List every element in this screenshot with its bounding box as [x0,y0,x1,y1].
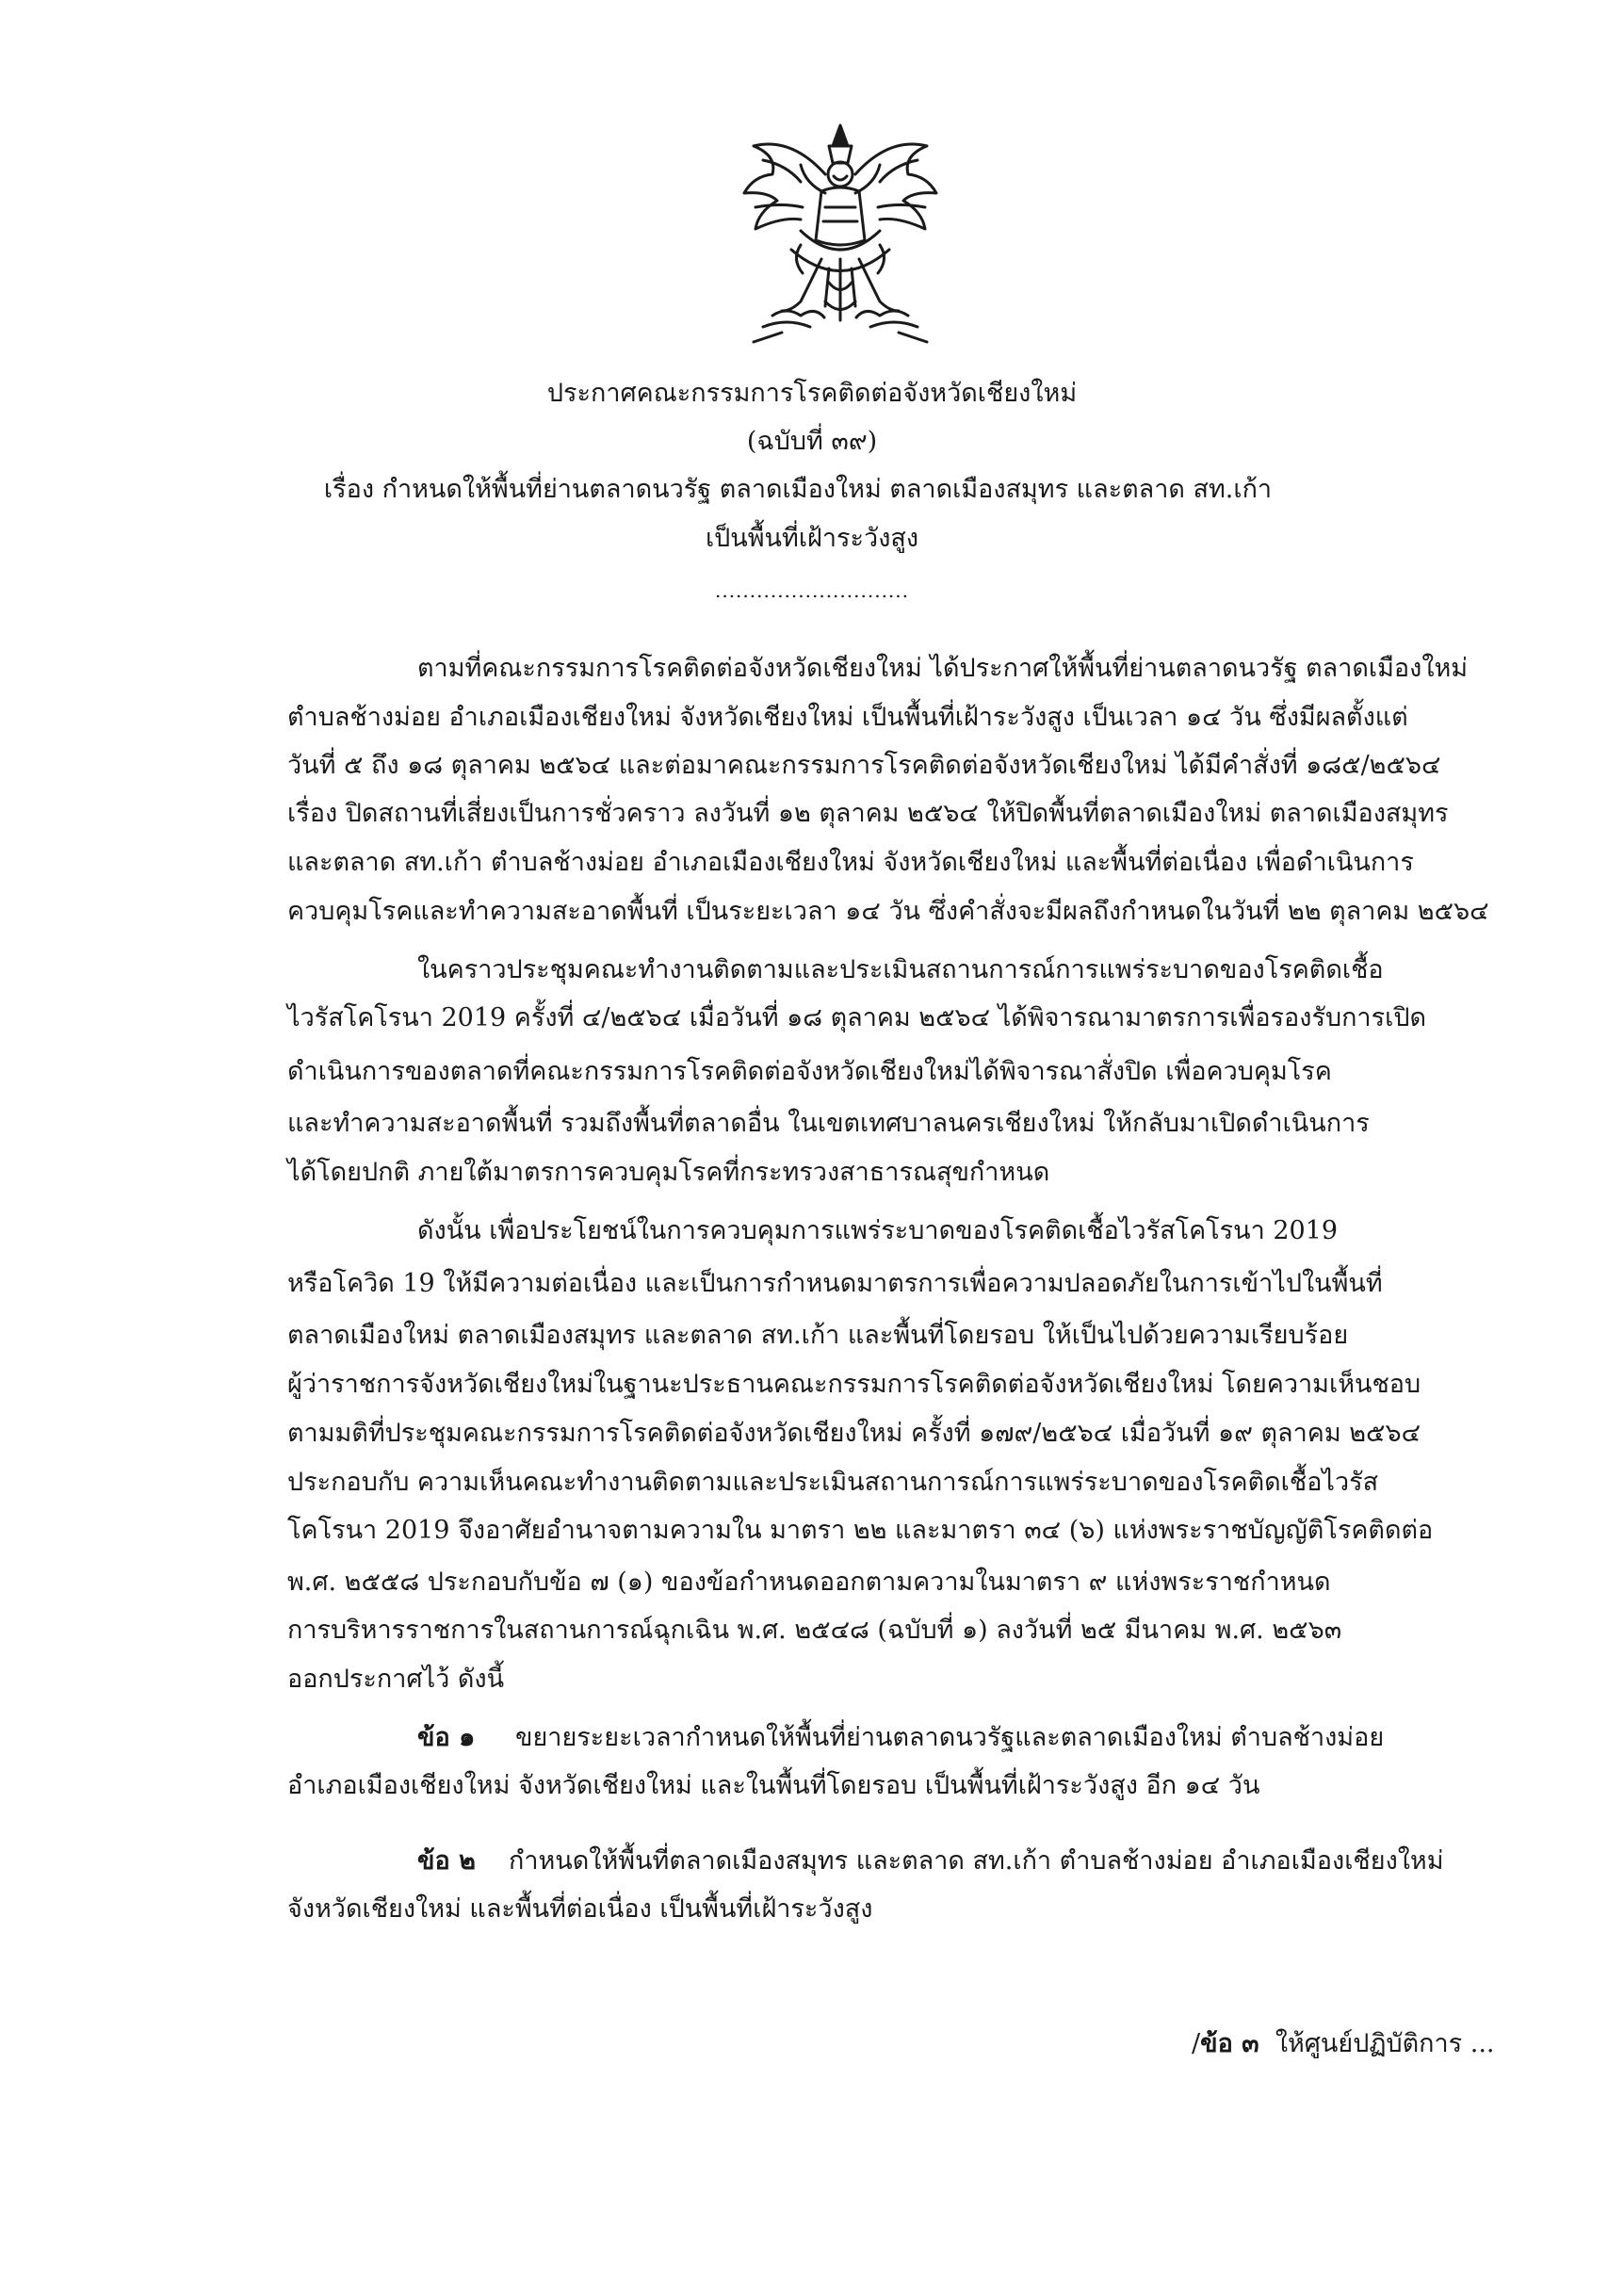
garuda-emblem-icon [735,118,947,353]
next-page-slash: / [1192,2029,1201,2058]
clause-2-label: ข้อ ๒ [417,1846,476,1876]
announcement-subject-line-2: เป็นพื้นที่เฝ้าระวังสูง [705,524,919,553]
clause-1-line-1: ขยายระยะเวลากำหนดให้พื้นที่ย่านตลาดนวรัฐและตลาดเมืองใหม่ ตำบลช้างม่อย [515,1723,1385,1752]
text-line: ไวรัสโคโรนา 2019 ครั้งที่ ๔/๒๕๖๔ เมื่อวันที่ ๑๘ ตุลาคม ๒๕๖๔ ได้พิจารณามาตรการเพื่อรองรับการเปิด [287,1003,1427,1032]
text-line: และตลาด สท.เก้า ตำบลช้างม่อย อำเภอเมืองเชียงใหม่ จังหวัดเชียงใหม่ และพื้นที่ต่อเนื่อง เพื่อดำเนินการ [287,848,1414,877]
announcement-title: ประกาศคณะกรรมการโรคติดต่อจังหวัดเชียงใหม่ [546,379,1078,408]
text-line: การบริหารราชการในสถานการณ์ฉุกเฉิน พ.ศ. ๒๕๔๘ (ฉบับที่ ๑) ลงวันที่ ๒๕ มีนาคม พ.ศ. ๒๕๖๓ [287,1616,1342,1645]
text-line: ประกอบกับ ความเห็นคณะทำงานติดตามและประเมินสถานการณ์การแพร่ระบาดของโรคติดเชื้อไวรัส [287,1468,1379,1497]
next-page-text: ให้ศูนย์ปฏิบัติการ ... [1275,2029,1495,2058]
text-line: ผู้ว่าราชการจังหวัดเชียงใหม่ในฐานะประธานคณะกรรมการโรคติดต่อจังหวัดเชียงใหม่ โดยความเห็นชอบ [287,1370,1421,1399]
announcement-subject-line-1: เรื่อง กำหนดให้พื้นที่ย่านตลาดนวรัฐ ตลาดเมืองใหม่ ตลาดเมืองสมุทร และตลาด สท.เก้า [323,475,1273,504]
text-line: ควบคุมโรคและทำความสะอาดพื้นที่ เป็นระยะเวลา ๑๔ วัน ซึ่งคำสั่งจะมีผลถึงกำหนดในวันที่ ๒๒ ตุลาคม ๒๕๖๔ [287,897,1489,926]
text-line: วันที่ ๕ ถึง ๑๘ ตุลาคม ๒๕๖๔ และต่อมาคณะกรรมการโรคติดต่อจังหวัดเชียงใหม่ ได้มีคำสั่งที่ ๑๘๕/๒๕๖๔ [287,751,1441,780]
next-page-reference [1192,2027,1495,2061]
clause-2-line-2: จังหวัดเชียงใหม่ และพื้นที่ต่อเนื่อง เป็นพื้นที่เฝ้าระวังสูง [287,1894,873,1924]
text-line: ตามมติที่ประชุมคณะกรรมการโรคติดต่อจังหวัดเชียงใหม่ ครั้งที่ ๑๗๙/๒๕๖๔ เมื่อวันที่ ๑๙ ตุลาคม ๒๕๖๔ [287,1419,1421,1448]
text-line: ออกประกาศไว้ ดังนี้ [287,1665,505,1694]
text-line: ได้โดยปกติ ภายใต้มาตรการควบคุมโรคที่กระทรวงสาธารณสุขกำหนด [287,1158,1050,1187]
header-separator: ............................ [714,579,909,602]
clause-1-label: ข้อ ๑ [417,1723,476,1752]
text-line: ดังนั้น เพื่อประโยชน์ในการควบคุมการแพร่ระบาดของโรคติดเชื้อไวรัสโคโรนา 2019 [417,1216,1339,1245]
text-line: โคโรนา 2019 จึงอาศัยอำนาจตามความใน มาตรา ๒๒ และมาตรา ๓๔ (๖) แห่งพระราชบัญญัติโรคติดต่อ [287,1516,1434,1545]
clause-2-line-1: กำหนดให้พื้นที่ตลาดเมืองสมุทร และตลาด สท.เก้า ตำบลช้างม่อย อำเภอเมืองเชียงใหม่ [509,1846,1444,1876]
text-line: หรือโควิด 19 ให้มีความต่อเนื่อง และเป็นการกำหนดมาตรการเพื่อความปลอดภัยในการเข้าไปในพื้นที่ [287,1269,1383,1298]
text-line: ตำบลช้างม่อย อำเภอเมืองเชียงใหม่ จังหวัดเชียงใหม่ เป็นพื้นที่เฝ้าระวังสูง เป็นเวลา ๑๔ วัน ซึ่งมีผลตั้งแต่ [287,703,1408,732]
text-line: ดำเนินการของตลาดที่คณะกรรมการโรคติดต่อจังหวัดเชียงใหม่ได้พิจารณาสั่งปิด เพื่อควบคุมโรค [287,1057,1332,1086]
next-page-clause-label: ข้อ ๓ [1200,2029,1259,2058]
text-line: ในคราวประชุมคณะทำงานติดตามและประเมินสถานการณ์การแพร่ระบาดของโรคติดเชื้อ [417,955,1384,984]
text-line: ตลาดเมืองใหม่ ตลาดเมืองสมุทร และตลาด สท.เก้า และพื้นที่โดยรอบ ให้เป็นไปด้วยความเรียบร้อย [287,1321,1349,1350]
text-line: เรื่อง ปิดสถานที่เสี่ยงเป็นการชั่วคราว ลงวันที่ ๑๒ ตุลาคม ๒๕๖๔ ให้ปิดพื้นที่ตลาดเมืองใหม่ ตลาดเมืองสมุทร [287,799,1449,828]
announcement-issue: (ฉบับที่ ๓๙) [746,427,878,456]
text-line: และทำความสะอาดพื้นที่ รวมถึงพื้นที่ตลาดอื่น ในเขตเทศบาลนครเชียงใหม่ ให้กลับมาเปิดดำเนินการ [287,1109,1370,1138]
clause-1-line-2: อำเภอเมืองเชียงใหม่ จังหวัดเชียงใหม่ และในพื้นที่โดยรอบ เป็นพื้นที่เฝ้าระวังสูง อีก ๑๔ วัน [287,1771,1260,1800]
text-line: ตามที่คณะกรรมการโรคติดต่อจังหวัดเชียงใหม่ ได้ประกาศให้พื้นที่ย่านตลาดนวรัฐ ตลาดเมืองใหม่ [417,654,1469,683]
text-line: พ.ศ. ๒๕๕๘ ประกอบกับข้อ ๗ (๑) ของข้อกำหนดออกตามความในมาตรา ๙ แห่งพระราชกำหนด [287,1568,1331,1597]
